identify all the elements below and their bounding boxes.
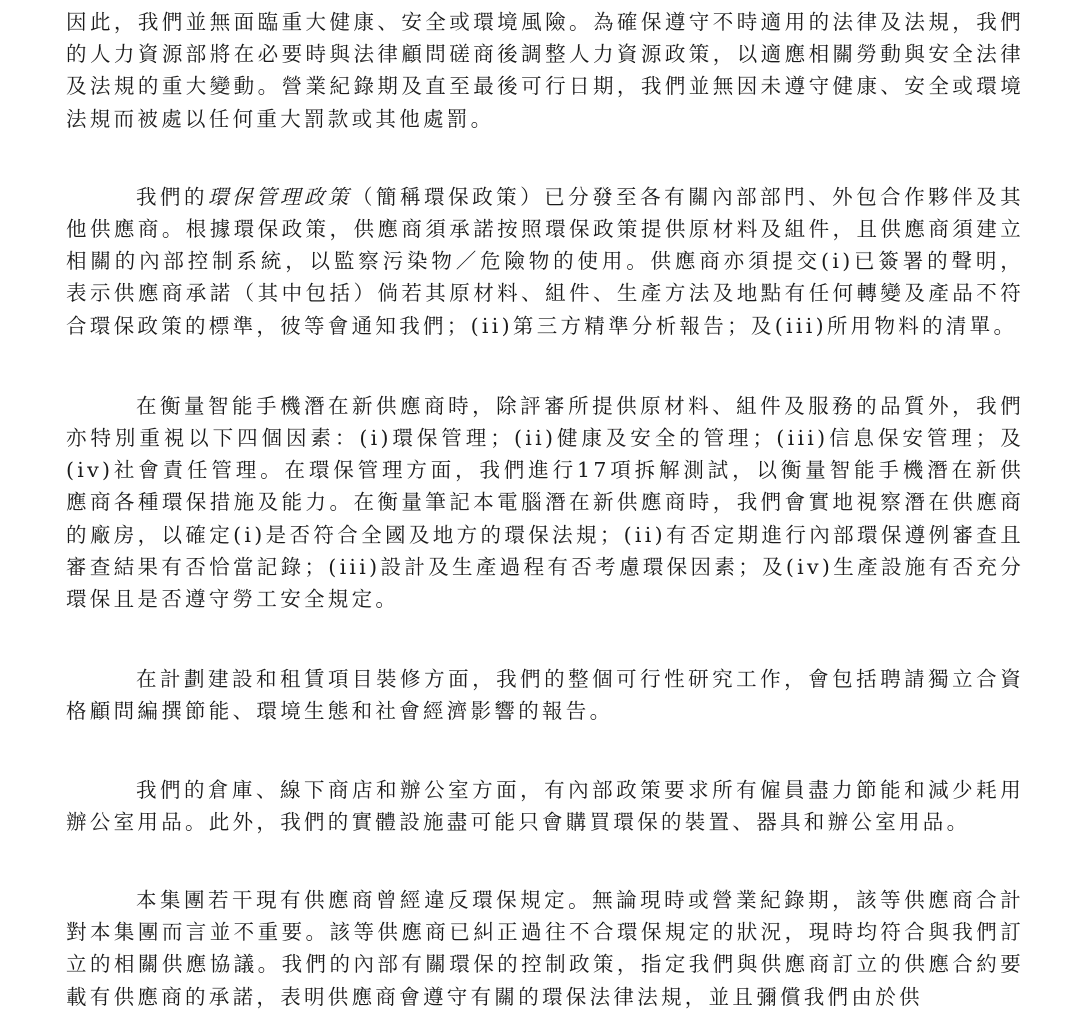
paragraph-text: （簡稱環保政策）已分發至各有關內部部門、外包合作夥伴及其他供應商。根據環保政策，供應商須承諾按照環保政策提供原材料及組件，且供應商須建立相關的內部控制系統，以監察污染物／危險物的使用。供應商亦須提交(i)已簽署的聲明，表示供應商承諾（其中包括）倘若其原材料、組件、生產方法及地點有任何轉變及產品不符合環保政策的標準，彼等會通知我們；(ii)第三方精準分析報告；及(iii)所用物料的清單。 — [66, 184, 1024, 338]
paragraph-spacer — [66, 728, 1024, 774]
paragraph-text: 因此，我們並無面臨重大健康、安全或環境風險。為確保遵守不時適用的法律及法規，我們的人力資源部將在必要時與法律顧問磋商後調整人力資源政策，以適應相關勞動與安全法律及法規的重大變動。營業紀錄期及直至最後可行日期，我們並無因未遵守健康、安全或環境法規而被處以任何重大罰款或其他處罰。 — [66, 10, 1024, 131]
paragraph-health-safety — [66, 6, 1024, 135]
paragraph-construction-projects — [66, 663, 1024, 727]
paragraph-supplier-violations — [66, 884, 1024, 1013]
paragraph-offices-warehouses — [66, 774, 1024, 838]
paragraph-text: 本集團若干現有供應商曾經違反環保規定。無論現時或營業紀錄期，該等供應商合計對本集團而言並不重要。該等供應商已糾正過往不合環保規定的狀況，現時均符合與我們訂立的相關供應協議。我們的內部有關環保的控制政策，指定我們與供應商訂立的供應合約要載有供應商的承諾，表明供應商會遵守有關的環保法律法規，並且彌償我們由於供 — [66, 888, 1024, 1009]
paragraph-text: 我們的 — [136, 184, 209, 209]
paragraph-spacer — [66, 615, 1024, 663]
paragraph-spacer — [66, 135, 1024, 181]
paragraph-text: 我們的倉庫、線下商店和辦公室方面，有內部政策要求所有僱員盡力節能和減少耗用辦公室用品。此外，我們的實體設施盡可能只會購買環保的裝置、器具和辦公室用品。 — [66, 777, 1024, 834]
paragraph-spacer — [66, 838, 1024, 884]
paragraph-supplier-evaluation — [66, 390, 1024, 615]
paragraph-environmental-policy — [66, 181, 1024, 342]
policy-name-italic: 環保管理政策 — [208, 184, 353, 209]
paragraph-spacer — [66, 342, 1024, 390]
paragraph-text: 在衡量智能手機潛在新供應商時，除評審所提供原材料、組件及服務的品質外，我們亦特別重視以下四個因素：(i)環保管理；(ii)健康及安全的管理；(iii)信息保安管理；及(iv)社會責任管理。在環保管理方面，我們進行17項拆解測試，以衡量智能手機潛在新供應商各種環保措施及能力。在衡量筆記本電腦潛在新供應商時，我們會實地視察潛在供應商的廠房，以確定(i)是否符合全國及地方的環保法規；(ii)有否定期進行內部環保遵例審查且審查結果有否恰當記錄；(iii)設計及生產過程有否考慮環保因素；及(iv)生產設施有否充分環保且是否遵守勞工安全規定。 — [66, 393, 1024, 612]
paragraph-text: 在計劃建設和租賃項目裝修方面，我們的整個可行性研究工作，會包括聘請獨立合資格顧問編撰節能、環境生態和社會經濟影響的報告。 — [66, 667, 1024, 724]
